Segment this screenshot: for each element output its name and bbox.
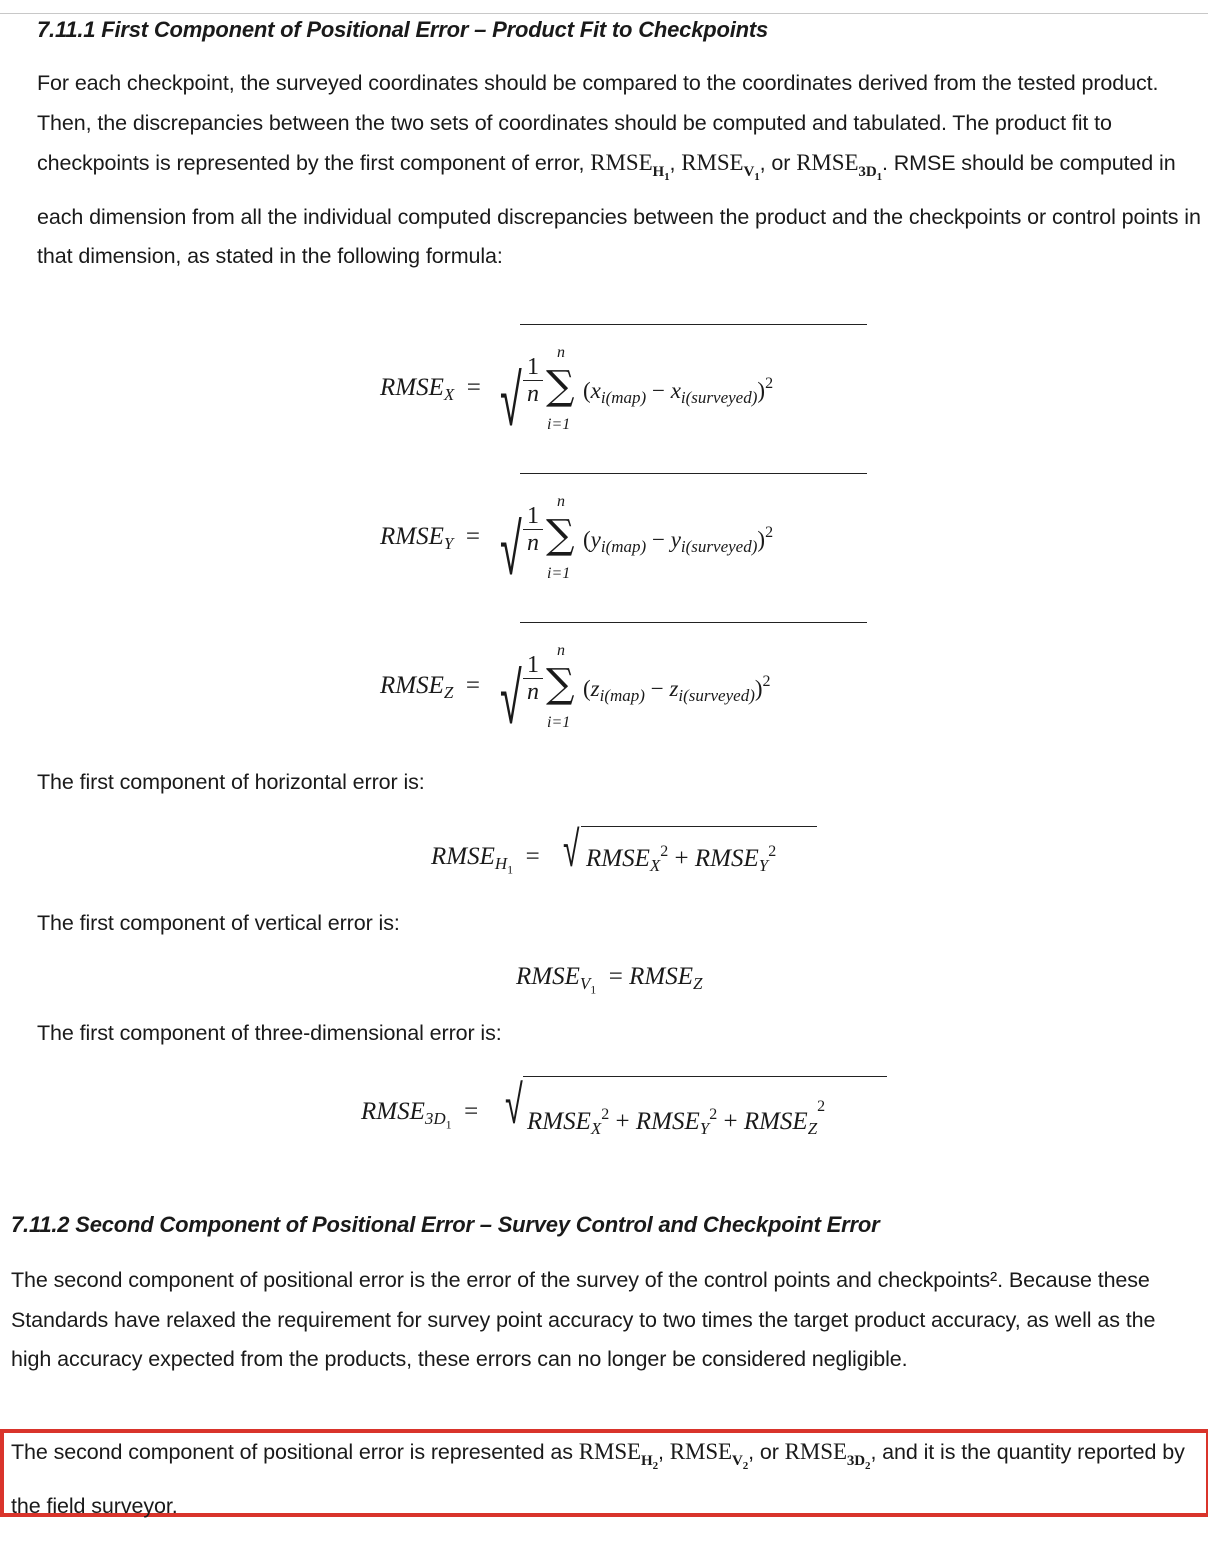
rmse-3d1-formula: $RMSE_{3D_1}$ = bbox=[361, 1098, 479, 1132]
fraction: 1 n bbox=[523, 356, 543, 405]
sum-icon: ∑ bbox=[546, 512, 575, 558]
rmse-h1-rhs: $RMSE_X^2$ + $RMSE_Y^2$ bbox=[586, 843, 777, 875]
intro-paragraph: For each checkpoint, the surveyed coordinates should be compared to the coordinates derived from the tested product. Then, the discrepancies between the two sets of coordinates should be computed and tabulated. The product fit to checkpoints is represented by the first component of error, $RMSE_{H_1}$, $RMSE_{V_1}$, or $RMSE_{3D_1}$. RMSE should be computed in each dimension from all the individual computed discrepancies between the product and the checkpoints or control points in that dimension, as stated in the following formula: bbox=[37, 71, 1201, 268]
vertical-label: The first component of vertical error is: bbox=[37, 911, 400, 935]
section-heading-7-11-2: 7.11.2 Second Component of Positional Error – Survey Control and Checkpoint Error bbox=[11, 1212, 880, 1237]
text: For each checkpoint, the surveyed coordinates should be compared to the coordinates derived from the tested product. Then, the discrepancies between the two sets of coordinates should be computed and tabulated. The product fit to checkpoints is represented by the first component of error, bbox=[37, 71, 1159, 175]
rmse-3d1: $RMSE_{3D_1}$ bbox=[796, 150, 882, 183]
rmse-h1-formula: $RMSE_{H_1}$ = bbox=[431, 843, 540, 877]
survey-error-paragraph: The second component of positional error is the error of the survey of the control points and checkpoints². Because these Standards have relaxed the requirement for survey point accuracy to two times the target product accuracy, as well as the high accuracy expected from the products, these errors can no longer be considered negligible. bbox=[11, 1268, 1156, 1371]
sqrt-icon: √ bbox=[500, 656, 522, 740]
rmse-v1-formula: $RMSE_{V_1}$ = $RMSE_Z$ bbox=[516, 963, 703, 997]
section-heading-7-11-1: 7.11.1 First Component of Positional Error – Product Fit to Checkpoints bbox=[37, 17, 769, 42]
fraction: 1 n bbox=[523, 505, 543, 554]
rmse-v1: $RMSE_{V_1}$ bbox=[681, 150, 760, 183]
sqrt-icon: √ bbox=[500, 507, 522, 591]
radical-bar bbox=[523, 1076, 887, 1077]
rmse-h2: $RMSE_{H_2}$ bbox=[578, 1439, 658, 1472]
sqrt-icon: √ bbox=[505, 1073, 523, 1136]
highlighted-paragraph: The second component of positional error is represented as $RMSE_{H_2}$, $RMSE_{V_2}$, or $RMSE_{3D_2}$, and it is the quantity reported by the field surveyor. bbox=[11, 1439, 1185, 1518]
rmse-h1: $RMSE_{H_1}$ bbox=[590, 150, 670, 183]
fraction: 1 n bbox=[523, 654, 543, 703]
three-d-label: The first component of three-dimensional error is: bbox=[37, 1021, 502, 1045]
rmse-3d2: $RMSE_{3D_2}$ bbox=[784, 1439, 871, 1472]
rmse-3d1-rhs: $RMSE_X^2$ + $RMSE_Y^2$ + $RMSE_Z^2$ bbox=[527, 1098, 826, 1138]
horizontal-label: The first component of horizontal error is: bbox=[37, 770, 425, 794]
sum-icon: ∑ bbox=[546, 363, 575, 409]
rmse-v2: $RMSE_{V_2}$ bbox=[669, 1439, 749, 1472]
sqrt-icon: √ bbox=[563, 820, 580, 878]
radical-bar bbox=[581, 826, 817, 827]
sqrt-icon: √ bbox=[500, 358, 522, 442]
top-rule bbox=[0, 13, 1208, 14]
sum-icon: ∑ bbox=[546, 661, 575, 707]
